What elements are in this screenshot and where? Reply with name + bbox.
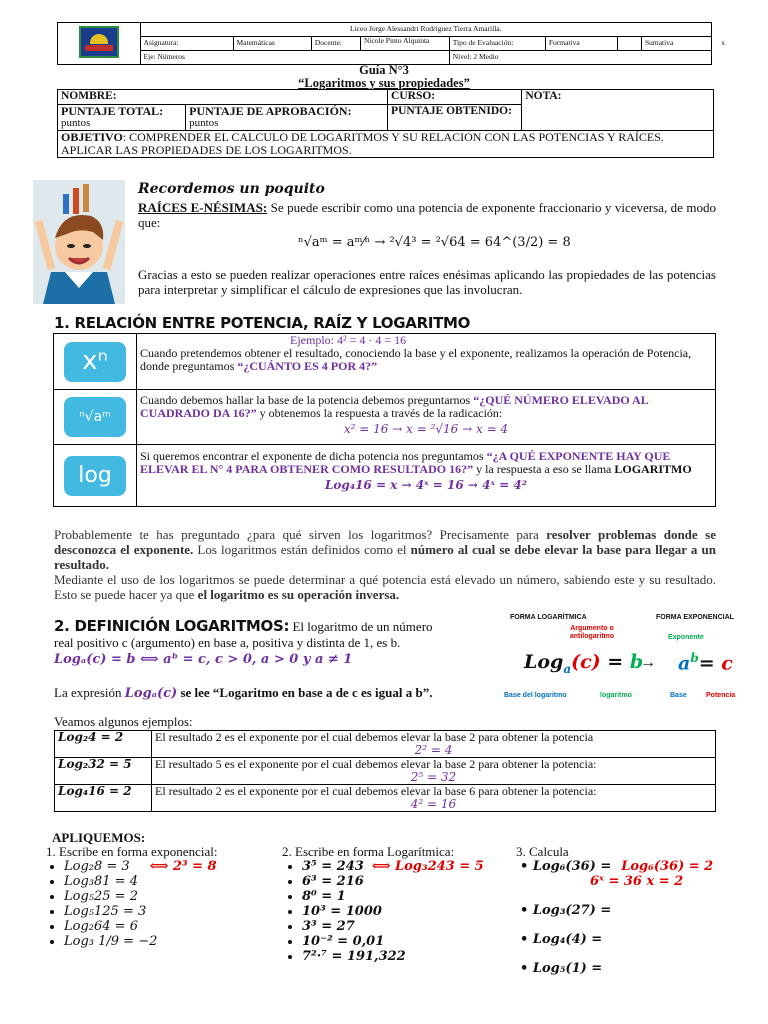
example-equation: Log₂32 = 5 [55, 758, 152, 785]
diag-forma-log: FORMA LOGARÍTMICA [510, 614, 587, 621]
example-equation: Log₄16 = 2 [55, 785, 152, 812]
exercise-item: • 3³ = 27 [302, 919, 502, 934]
exercise-item: • 10⁻² = 0,01 [302, 934, 502, 949]
definition-formula: Logₐ(c) = b ⟺ aᵇ = c, c > 0, a > 0 y a ≠ 1 [54, 652, 353, 667]
diag-log-form: Log$_a$(c) = b [524, 651, 644, 676]
puntaje-aprob-label: PUNTAJE DE APROBACIÓN: [189, 104, 352, 118]
intro-p1a: Probablemente te has preguntado ¿para qué sirven los logaritmos? Precisamente para [54, 527, 547, 542]
log-icon-label: log [78, 463, 112, 488]
row1-example: Ejemplo: 4² = 4 · 4 = 16 [290, 333, 407, 347]
formativa-box[interactable] [617, 37, 641, 51]
root-icon [64, 397, 126, 437]
eje-label: Eje: Números [140, 51, 449, 65]
sumativa-cell [641, 37, 725, 51]
guide-number: Guía N°3 [359, 63, 409, 77]
exercise-answer: ⟺ Log₃243 = 5 [371, 859, 484, 874]
exercise-item: • 10³ = 1000 [302, 904, 502, 919]
asignatura-label: Asignatura: [140, 37, 233, 51]
school-name: Liceo Jorge Alessandri Rodríguez Tierra Amarilla. [140, 23, 711, 37]
header-block [57, 22, 725, 65]
intro-p1c: Los logaritmos están definidos como el [193, 542, 411, 557]
row2-text2: y obtenemos la respuesta a través de la radicación: [256, 406, 503, 420]
docente-label: Docente: [311, 37, 360, 51]
example-row [55, 785, 716, 812]
raices-label: RAÍCES E-NÉSIMAS: [138, 200, 268, 215]
reads-b: Logₐ(c) [124, 686, 178, 701]
row2-question: “¿QUÉ NÚMERO ELEVADO AL CUADRADO DA 16?” [140, 393, 649, 420]
row2-text: Cuando debemos hallar la base de la potencia debemos preguntarnos [140, 393, 474, 407]
exercise-item: • Log₃ 1/9 = −2 [64, 934, 276, 949]
raices-formula: ⁿ√aᵐ = aᵐ⁄ⁿ → ²√4³ = ²√64 = 64^(3/2) = 8 [298, 235, 571, 250]
exercise-item: • Log₃81 = 4 [64, 874, 276, 889]
exercise-answer: ⟺ 2³ = 8 [149, 859, 217, 874]
example-explanation [152, 758, 716, 785]
row3-question: “¿A QUÉ EXPONENTE HAY QUE ELEVAR EL N° 4 PARA OBTENER COMO RESULTADO 16?” [140, 449, 671, 476]
calc-item: • Log₄(4) = [520, 932, 603, 947]
exercise-item: • 8⁰ = 1 [302, 889, 502, 904]
col1-head: 1. Escribe en forma exponencial: [46, 844, 218, 859]
row3-text2: y la respuesta a eso se llama [473, 462, 615, 476]
raices-paragraph [138, 200, 716, 230]
examples-intro: Veamos algunos ejemplos: [54, 714, 193, 729]
guide-title: “Logaritmos y sus propiedades” [298, 76, 470, 90]
diag-arrow: → [640, 654, 656, 671]
definition-block [54, 618, 444, 668]
example-row [55, 758, 716, 785]
tipo-label: Tipo de Evaluación: [449, 37, 545, 51]
calc-answer-step: 6ˣ = 36 x = 2 [590, 874, 684, 889]
calc-answer: Log₆(36) = 2 [621, 859, 714, 874]
row1-question: “¿CUÁNTO ES 4 POR 4?” [237, 359, 378, 373]
example-text: El resultado 2 es el exponente por el cual debemos elevar la base 2 para obtener la potencia [155, 730, 594, 744]
sumativa-mark: x [721, 38, 725, 47]
row3-logaritmo: LOGARITMO [614, 462, 692, 476]
school-logo-cell [58, 23, 141, 65]
thinking-boy-illustration [33, 180, 125, 304]
diag-potencia: Potencia [706, 692, 736, 699]
example-row [55, 731, 716, 758]
intro-p2b: el logaritmo es su operación inversa. [197, 587, 400, 602]
guide-heading [0, 64, 768, 90]
docente-value: Nicole Pinto Alquinta [360, 37, 449, 51]
student-form [57, 89, 714, 158]
exercise-item: • Log₅125 = 3 [64, 904, 276, 919]
example-power: 2² = 4 [414, 743, 453, 757]
puntaje-total-value[interactable]: puntos [61, 117, 91, 129]
example-equation: Log₂4 = 2 [55, 731, 152, 758]
exercise-item: • Log₂64 = 6 [64, 919, 276, 934]
calc-item: • Log₃(27) = [520, 903, 612, 918]
log-exp-diagram [500, 612, 762, 704]
calc-item: • Log₆(36) = Log₆(36) = 2 6ˣ = 36 x = 2 [520, 859, 756, 889]
exercise-item: • 3⁵ = 243 ⟺ Log₃243 = 5 [302, 859, 502, 874]
reads-a: La expresión [54, 685, 125, 700]
objetivo-text: : COMPRENDER EL CALCULO DE LOGARITMOS Y SU RELACION CON LAS POTENCIAS Y RAÍCES. APLICAR LAS PROPIEDADES DE LOS LOGARITMOS. [61, 130, 664, 157]
puntaje-obtenido-field[interactable]: PUNTAJE OBTENIDO: [388, 105, 522, 131]
example-text: El resultado 5 es el exponente por el cual debemos elevar la base 2 para obtener la potencia: [155, 757, 597, 771]
exercise-item: • Log₂8 = 3 ⟺ 2³ = 8 [64, 859, 276, 874]
col3-head: 3. Calcula [516, 844, 569, 859]
puntaje-aprob-value[interactable]: puntos [189, 117, 219, 129]
objetivo-label: OBJETIVO [61, 130, 123, 144]
definition-text: El logaritmo de un número real positivo c (argumento) en base a, positiva y distinta de 1, es b. [54, 619, 433, 650]
calc-item: • Log₅(1) = [520, 961, 603, 976]
apliquemos-title: APLIQUEMOS: [52, 830, 146, 845]
exercise-item: • Log₅25 = 2 [64, 889, 276, 904]
section2-title: 2. DEFINICIÓN LOGARITMOS: [54, 617, 290, 635]
gracias-paragraph: Gracias a esto se pueden realizar operaciones entre raíces enésimas aplicando las propiedades de las potencias para interpretar y simplificar el cálculo de expresiones que las involucran. [138, 267, 716, 297]
diag-forma-exp: FORMA EXPONENCIAL [656, 614, 734, 621]
asignatura-value: Matemáticas [233, 37, 311, 51]
diag-base: Base [670, 692, 687, 699]
intro-p2a: Mediante el uso de los logaritmos se puede determinar a qué potencia está elevado un número, sabiendo este y su resultado. Esto se puede hacer ya que [54, 572, 716, 602]
school-logo [79, 26, 119, 58]
col2-head: 2. Escribe en forma Logarítmica: [282, 844, 455, 859]
intro-p1b: resolver problemas donde se desconozca el exponente. [54, 527, 716, 557]
reads-as [54, 685, 433, 701]
intro-p1d: número al cual se debe elevar la base para llegar a un resultado. [54, 542, 716, 572]
row3-math: Log₄16 = x → 4ˣ = 16 → 4ˣ = 4² [324, 478, 527, 492]
formativa-label: Formativa [545, 37, 617, 51]
reads-c: se lee “Logaritmo en base a de c es igual a b”. [177, 685, 433, 700]
power-icon-label: xⁿ [82, 346, 108, 376]
row1-text: Cuando pretendemos obtener el resultado, conociendo la base y el exponente, realizamos la operación de Potencia, donde preguntamos [140, 346, 692, 373]
relation-table [53, 333, 716, 507]
example-power: 4² = 16 [410, 797, 457, 811]
sumativa-label: Sumativa [644, 38, 674, 47]
row2-math: x² = 16 → x = ²√16 → x = 4 [343, 422, 509, 436]
examples-table [54, 730, 716, 812]
nota-field[interactable]: NOTA: [522, 90, 714, 131]
exercise-item: • 7²·⁷ = 191,322 [302, 949, 502, 964]
example-text: El resultado 2 es el exponente por el cual debemos elevar la base 6 para obtener la potencia: [155, 784, 597, 798]
apliquemos-col1 [46, 844, 276, 949]
curso-field[interactable]: CURSO: [388, 90, 522, 105]
apliquemos-col3 [516, 844, 756, 976]
section1-title: 1. RELACIÓN ENTRE POTENCIA, RAÍZ Y LOGARITMO [54, 314, 471, 332]
nivel-label: Nivel: 2 Medio [449, 51, 711, 65]
diag-base-log: Base del logaritmo [504, 692, 567, 699]
objetivo [58, 131, 714, 158]
diag-logaritmo: logaritmo [600, 692, 632, 699]
intro-paragraph [54, 527, 716, 602]
diag-argumento: Argumento o antilogaritmo [569, 625, 615, 640]
exercise-item: • 6³ = 216 [302, 874, 502, 889]
nombre-field[interactable]: NOMBRE: [58, 90, 388, 105]
root-icon-label: ⁿ√aᵐ [79, 408, 111, 425]
diag-exp-form: $a^b= c$ [678, 651, 733, 675]
example-explanation [152, 785, 716, 812]
row3-text: Si queremos encontrar el exponente de dicha potencia nos preguntamos [140, 449, 487, 463]
apliquemos-col2 [282, 844, 502, 964]
example-explanation [152, 731, 716, 758]
raices-text: Se puede escribir como una potencia de exponente fraccionario y viceversa, de modo que: [138, 200, 716, 230]
example-power: 2⁵ = 32 [410, 770, 457, 784]
log-icon [64, 456, 126, 496]
power-icon [64, 342, 126, 382]
recordemos-title: Recordemos un poquito [138, 181, 325, 197]
puntaje-total-label: PUNTAJE TOTAL: [61, 104, 164, 118]
diag-exponente: Exponente [668, 634, 704, 641]
